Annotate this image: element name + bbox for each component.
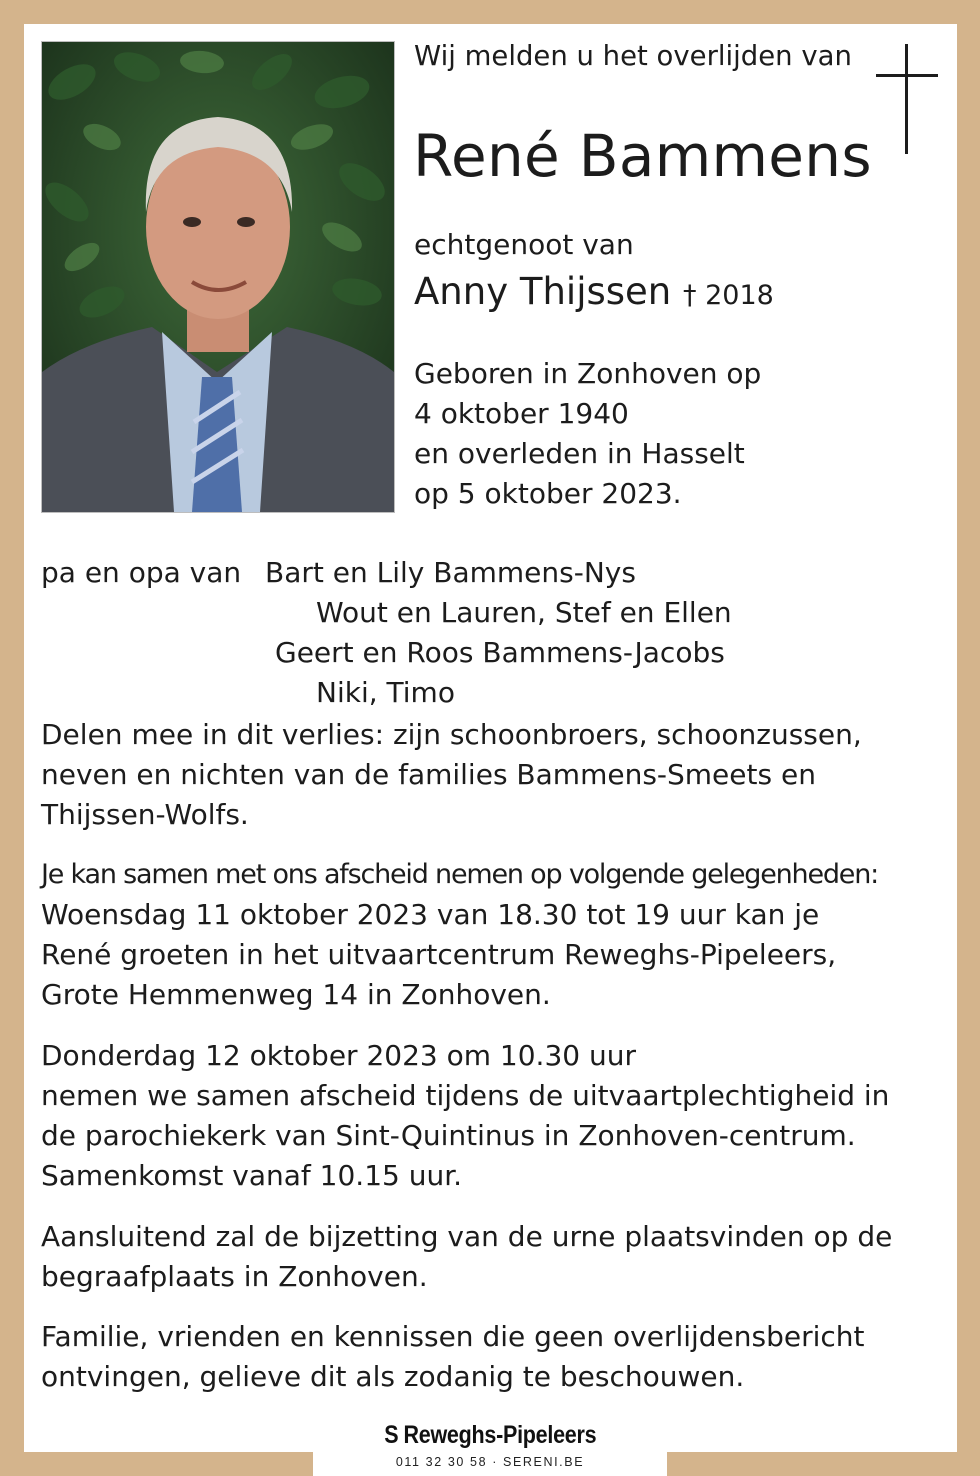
company-phone: 011 32 30 58 (395, 1455, 488, 1469)
paragraph-line: de parochiekerk van Sint-Quintinus in Zonhoven-centrum. (41, 1119, 856, 1152)
family-line: Niki, Timo (316, 676, 455, 709)
interment-paragraph (41, 1217, 892, 1297)
paragraph-line: Donderdag 12 oktober 2023 om 10.30 uur (41, 1039, 636, 1072)
info-line: op 5 oktober 2023. (414, 477, 682, 510)
contact-separator: · (492, 1455, 498, 1469)
spouse-death-year: † 2018 (683, 280, 774, 311)
closing-paragraph (41, 1317, 865, 1397)
paragraph-line: Samenkomst vanaf 10.15 uur. (41, 1159, 463, 1192)
portrait-photo (41, 41, 395, 513)
info-line: 4 oktober 1940 (414, 397, 629, 430)
paragraph-line: Familie, vrienden en kennissen die geen overlijdensbericht (41, 1320, 865, 1353)
company-name (384, 1421, 596, 1450)
paragraph-line: Grote Hemmenweg 14 in Zonhoven. (41, 978, 551, 1011)
paragraph-line: neven en nichten van de families Bammens-Smeets en (41, 758, 816, 791)
company-website: SERENI.BE (503, 1455, 585, 1469)
intro-text: Wij melden u het overlijden van (414, 40, 852, 72)
birth-death-info (414, 354, 761, 514)
spouse-line (414, 270, 774, 313)
family-line: Bart en Lily Bammens-Nys (265, 556, 636, 589)
company-label: Reweghs-Pipeleers (403, 1421, 597, 1449)
paragraph-line: Aansluitend zal de bijzetting van de urne plaatsvinden op de (41, 1220, 893, 1253)
viewing-paragraph (41, 895, 836, 1015)
deceased-name: René Bammens (413, 122, 872, 190)
family-line: Wout en Lauren, Stef en Ellen (316, 596, 732, 629)
cross-icon (876, 44, 938, 154)
family-label: pa en opa van (41, 556, 242, 589)
info-line: Geboren in Zonhoven op (414, 357, 762, 390)
company-contact (313, 1455, 667, 1469)
paragraph-line: nemen we samen afscheid tijdens de uitvaartplechtigheid in (41, 1079, 890, 1112)
paragraph-line: Je kan samen met ons afscheid nemen op volgende gelegenheden: (41, 859, 879, 890)
paragraph-line: begraafplaats in Zonhoven. (41, 1260, 428, 1293)
info-line: en overleden in Hasselt (414, 437, 745, 470)
family-line: Geert en Roos Bammens-Jacobs (275, 636, 725, 669)
spouse-name: Anny Thijssen (414, 270, 672, 313)
logo-mark: S (383, 1421, 399, 1449)
ceremony-paragraph (41, 1036, 889, 1196)
paragraph-line: Delen mee in dit verlies: zijn schoonbroers, schoonzussen, (41, 718, 862, 751)
paragraph-line: Thijssen-Wolfs. (41, 798, 249, 831)
spouse-label: echtgenoot van (414, 228, 634, 261)
farewell-intro (41, 855, 878, 895)
paragraph-line: Woensdag 11 oktober 2023 van 18.30 tot 19 uur kan je (41, 898, 820, 931)
paragraph-line: ontvingen, gelieve dit als zodanig te beschouwen. (41, 1360, 745, 1393)
funeral-home-logo (313, 1421, 667, 1469)
sharing-paragraph (41, 715, 862, 835)
paragraph-line: René groeten in het uitvaartcentrum Reweghs-Pipeleers, (41, 938, 837, 971)
